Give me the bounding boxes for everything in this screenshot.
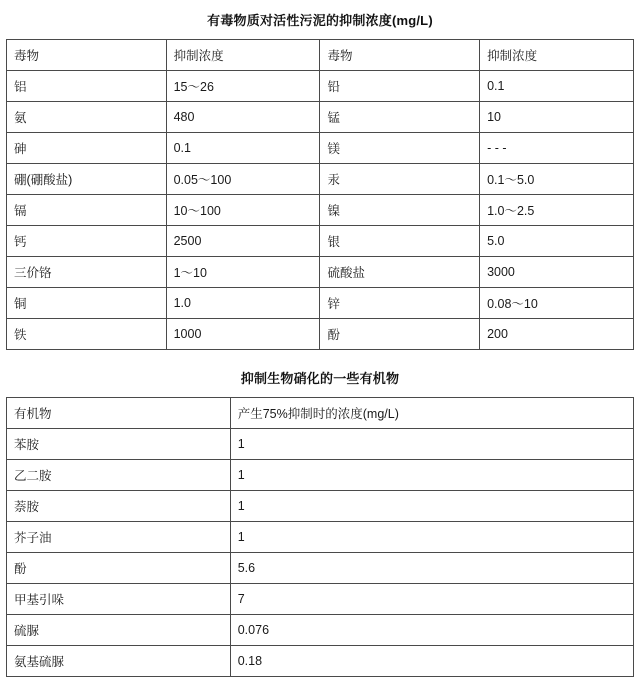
table-cell: 铝: [7, 71, 167, 102]
table-row: [7, 133, 634, 164]
table-cell: 氨基硫脲: [7, 646, 231, 677]
table-cell: 产生75%抑制时的浓度(mg/L): [230, 398, 633, 429]
table-cell: 硫脲: [7, 615, 231, 646]
table-cell: 480: [166, 102, 320, 133]
table-row: [7, 646, 634, 677]
table-cell: 0.1: [166, 133, 320, 164]
table-cell: 0.18: [230, 646, 633, 677]
table-row: [7, 522, 634, 553]
nitrification-table-title: 抑制生物硝化的一些有机物: [240, 371, 400, 386]
table-cell: 1～10: [166, 257, 320, 288]
table-cell: 0.1～5.0: [480, 164, 634, 195]
table-cell: 3000: [480, 257, 634, 288]
table-row: [7, 257, 634, 288]
table-row: [7, 164, 634, 195]
table-cell: 苯胺: [7, 429, 231, 460]
table-cell: 毒物: [7, 40, 167, 71]
table-cell: 1.0: [166, 288, 320, 319]
table-cell: 有机物: [7, 398, 231, 429]
table-cell: 1000: [166, 319, 320, 350]
table-row: [7, 195, 634, 226]
table-cell: 200: [480, 319, 634, 350]
table-row: [7, 398, 634, 429]
table-cell: 铜: [7, 288, 167, 319]
table-cell: 7: [230, 584, 633, 615]
table-cell: 硼(硼酸盐): [7, 164, 167, 195]
table-cell: 铅: [320, 71, 480, 102]
nitrification-table: [6, 397, 634, 677]
table-row: [7, 102, 634, 133]
table-row: [7, 226, 634, 257]
table-cell: 镉: [7, 195, 167, 226]
nitrification-table-block: [0, 368, 640, 677]
table-cell: 1: [230, 429, 633, 460]
table-row: [7, 40, 634, 71]
table-cell: 0.076: [230, 615, 633, 646]
table-cell: 钙: [7, 226, 167, 257]
table-cell: 5.6: [230, 553, 633, 584]
toxicity-table-title: 有毒物质对活性污泥的抑制浓度(mg/L): [207, 13, 433, 28]
table-cell: 铁: [7, 319, 167, 350]
table-row: [7, 553, 634, 584]
table-cell: 1: [230, 522, 633, 553]
table-cell: 毒物: [320, 40, 480, 71]
table-cell: 三价铬: [7, 257, 167, 288]
table-cell: 1.0～2.5: [480, 195, 634, 226]
table-cell: 0.08～10: [480, 288, 634, 319]
table-cell: 2500: [166, 226, 320, 257]
table-cell: 酚: [320, 319, 480, 350]
table-cell: 萘胺: [7, 491, 231, 522]
table-row: [7, 71, 634, 102]
table-cell: 氨: [7, 102, 167, 133]
table-cell: 硫酸盐: [320, 257, 480, 288]
table-cell: 1: [230, 460, 633, 491]
table-cell: 镁: [320, 133, 480, 164]
table-cell: 抑制浓度: [166, 40, 320, 71]
table-cell: 芥子油: [7, 522, 231, 553]
table-cell: 0.1: [480, 71, 634, 102]
table-row: [7, 584, 634, 615]
table-row: [7, 491, 634, 522]
toxicity-table-block: [0, 10, 640, 350]
table-cell: 镍: [320, 195, 480, 226]
table-row: [7, 288, 634, 319]
table-row: [7, 460, 634, 491]
toxicity-table: [6, 39, 634, 350]
table-cell: 10～100: [166, 195, 320, 226]
table-cell: 5.0: [480, 226, 634, 257]
table-cell: 酚: [7, 553, 231, 584]
table-cell: 抑制浓度: [480, 40, 634, 71]
table-row: [7, 615, 634, 646]
table-cell: 乙二胺: [7, 460, 231, 491]
table-cell: 砷: [7, 133, 167, 164]
table-cell: - - -: [480, 133, 634, 164]
table-cell: 银: [320, 226, 480, 257]
table-cell: 汞: [320, 164, 480, 195]
table-cell: 1: [230, 491, 633, 522]
table-cell: 甲基引哚: [7, 584, 231, 615]
table-cell: 0.05～100: [166, 164, 320, 195]
table-cell: 10: [480, 102, 634, 133]
table-cell: 锌: [320, 288, 480, 319]
table-row: [7, 319, 634, 350]
table-cell: 15～26: [166, 71, 320, 102]
table-row: [7, 429, 634, 460]
table-cell: 锰: [320, 102, 480, 133]
